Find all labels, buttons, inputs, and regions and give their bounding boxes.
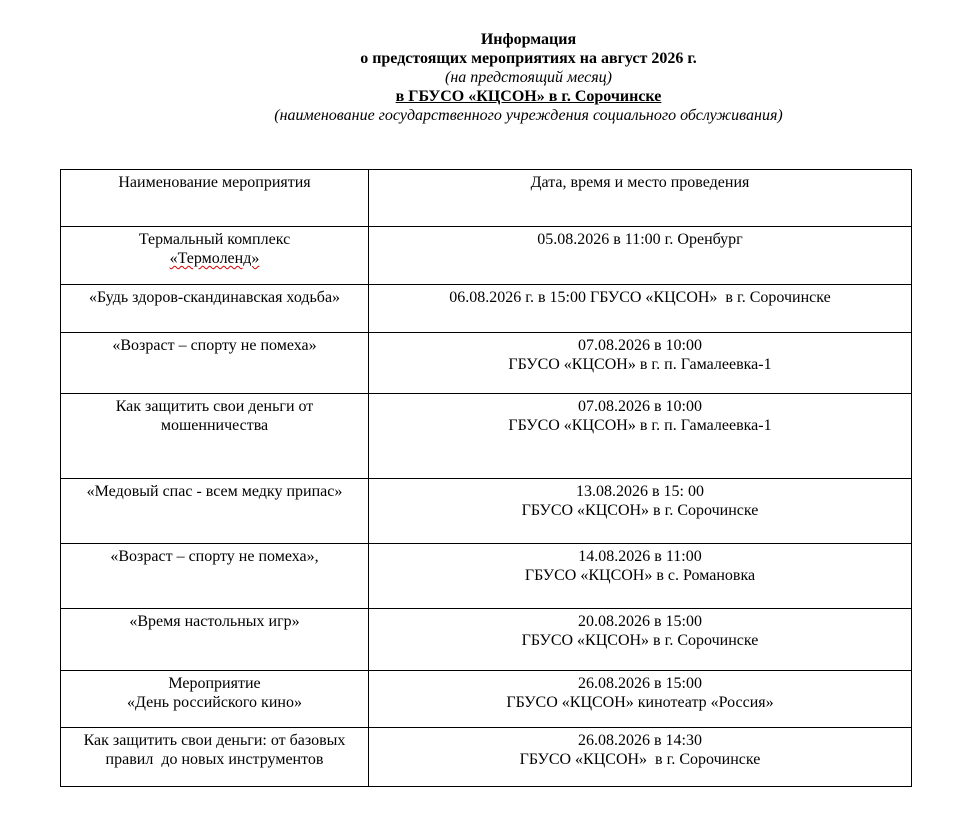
document-title: Информация — [480, 31, 577, 48]
event-line: «День российского кино» — [127, 694, 302, 711]
datetime-line: 07.08.2026 в 10:00 — [578, 398, 702, 415]
event-line: Мероприятие — [168, 675, 261, 692]
table-row — [61, 333, 912, 394]
event-line: «Медовый спас - всем медку припас» — [86, 483, 343, 500]
place-line: ГБУСО «КЦСОН» в с. Романовка — [524, 567, 756, 584]
event-line: правил до новых инструментов — [105, 751, 324, 768]
datetime-line: 20.08.2026 в 15:00 — [578, 613, 702, 630]
event-cell — [61, 671, 369, 728]
event-cell — [61, 333, 369, 394]
table-row — [61, 544, 912, 609]
event-line: «Возраст – спорту не помеха» — [112, 337, 317, 354]
event-cell — [61, 479, 369, 544]
datetime-place-cell — [369, 479, 912, 544]
event-cell — [61, 609, 369, 671]
event-cell — [61, 728, 369, 787]
place-line: ГБУСО «КЦСОН» в г. п. Гамалеевка-1 — [508, 417, 772, 434]
table-row — [61, 479, 912, 544]
datetime-place-cell — [369, 227, 912, 285]
place-line: ГБУСО «КЦСОН» в г. Сорочинске — [521, 632, 759, 649]
datetime-line: 26.08.2026 в 15:00 — [578, 675, 702, 692]
datetime-place-cell — [369, 394, 912, 479]
events-table — [60, 169, 912, 787]
table-row — [61, 394, 912, 479]
datetime-place-cell — [369, 728, 912, 787]
institution-note: (наименование государственного учреждения социального обслуживания) — [274, 107, 783, 124]
event-line: Как защитить свои деньги от — [115, 398, 314, 415]
event-line: «Термоленд» — [169, 250, 260, 267]
datetime-line: 06.08.2026 г. в 15:00 ГБУСО «КЦСОН» в г. Сорочинске — [449, 289, 831, 306]
datetime-line: 13.08.2026 в 15: 00 — [576, 483, 704, 500]
event-line: «Будь здоров-скандинавская ходьба» — [88, 289, 341, 306]
column-header-event: Наименование мероприятия — [61, 170, 369, 227]
place-line: ГБУСО «КЦСОН» в г. п. Гамалеевка-1 — [508, 356, 772, 373]
period-note: (на предстоящий месяц) — [445, 69, 612, 86]
datetime-line: 07.08.2026 в 10:00 — [578, 337, 702, 354]
place-line: ГБУСО «КЦСОН» в г. Сорочинске — [521, 502, 759, 519]
event-line: «Время настольных игр» — [129, 613, 300, 630]
datetime-place-cell — [369, 671, 912, 728]
table-row — [61, 609, 912, 671]
datetime-place-cell — [369, 285, 912, 333]
table-row — [61, 728, 912, 787]
datetime-line: 26.08.2026 в 14:30 — [578, 732, 702, 749]
event-cell — [61, 544, 369, 609]
place-line: ГБУСО «КЦСОН» в г. Сорочинске — [519, 751, 761, 768]
document-subtitle: о предстоящих мероприятиях на август 2026 г. — [360, 50, 697, 67]
institution-name: в ГБУСО «КЦСОН» в г. Сорочинске — [395, 88, 662, 105]
datetime-place-cell — [369, 609, 912, 671]
datetime-place-cell — [369, 544, 912, 609]
datetime-line: 14.08.2026 в 11:00 — [578, 548, 702, 565]
table-row — [61, 227, 912, 285]
column-header-datetime-place: Дата, время и место проведения — [369, 170, 912, 227]
event-cell — [61, 285, 369, 333]
table-row — [61, 671, 912, 728]
event-line: мошенничества — [160, 417, 269, 434]
event-line: Как защитить свои деньги: от базовых — [83, 732, 346, 749]
event-cell — [61, 394, 369, 479]
table-row — [61, 285, 912, 333]
datetime-line: 05.08.2026 в 11:00 г. Оренбург — [537, 231, 743, 248]
event-line: «Возраст – спорту не помеха», — [110, 548, 319, 565]
document-header — [0, 30, 969, 125]
event-line: Термальный комплекс — [138, 231, 291, 248]
datetime-place-cell — [369, 333, 912, 394]
event-cell — [61, 227, 369, 285]
place-line: ГБУСО «КЦСОН» кинотеатр «Россия» — [506, 694, 774, 711]
table-header-row — [61, 170, 912, 227]
